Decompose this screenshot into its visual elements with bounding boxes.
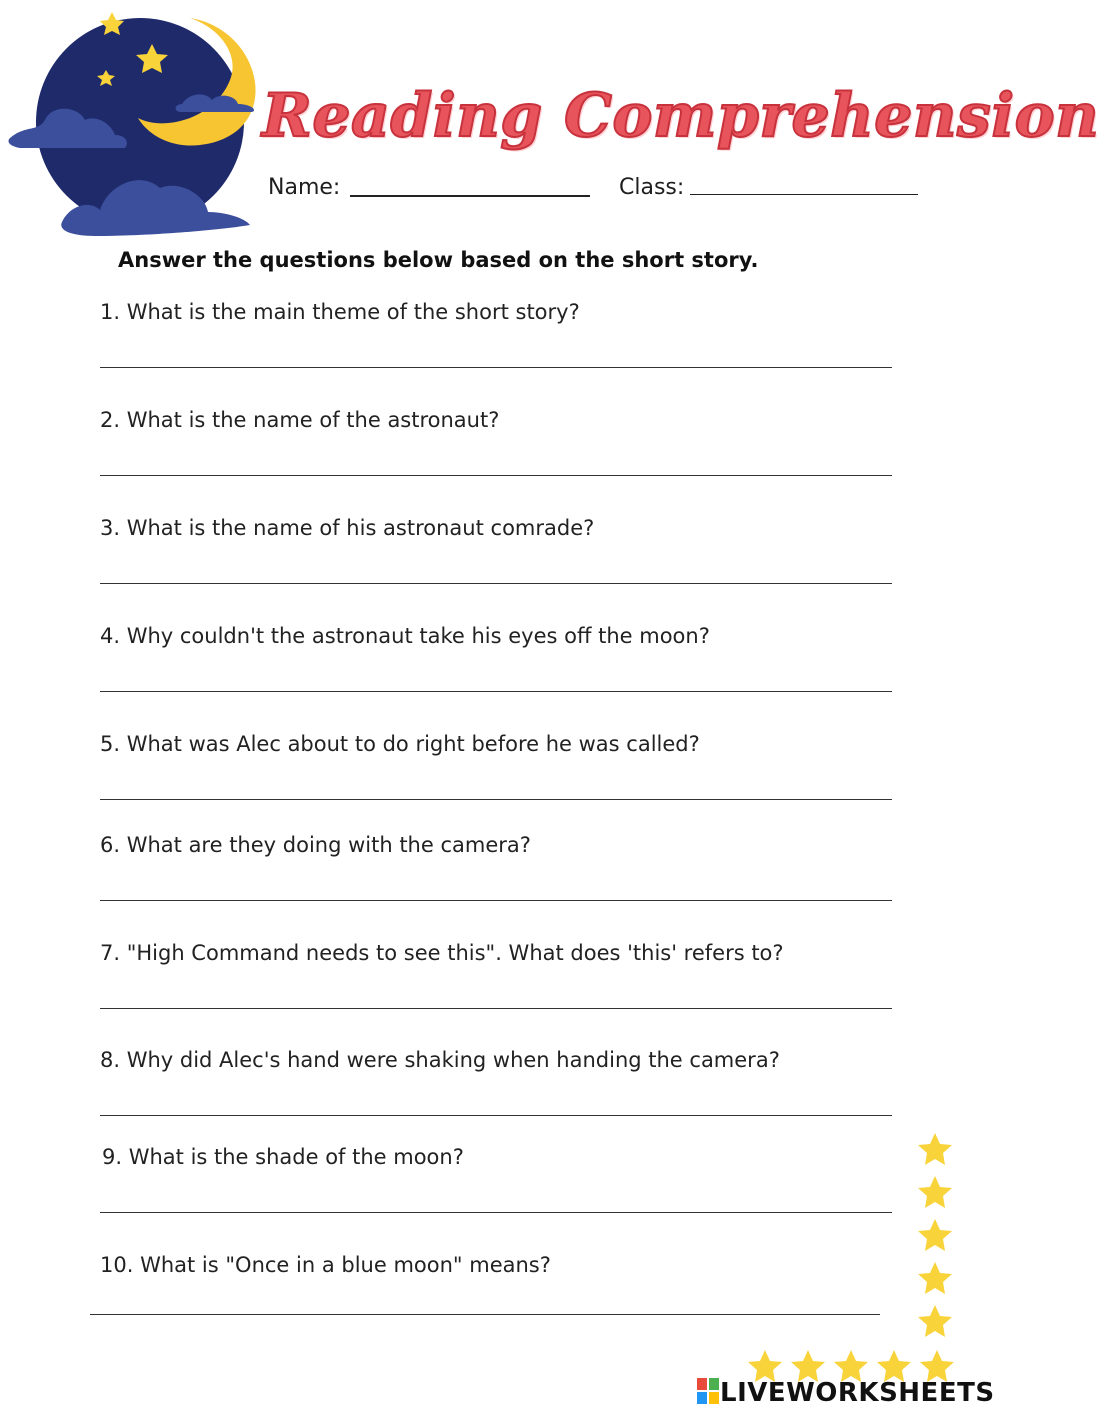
answer-field-2[interactable]	[100, 475, 892, 476]
answer-field-7[interactable]	[100, 1008, 892, 1009]
liveworksheets-mark-icon	[697, 1378, 719, 1404]
answer-field-4[interactable]	[100, 691, 892, 692]
worksheet-title: Reading Comprehension	[262, 81, 1099, 151]
star-icon	[918, 1176, 952, 1208]
answer-field-8[interactable]	[100, 1115, 892, 1116]
star-icon	[918, 1305, 952, 1337]
star-icon	[918, 1219, 952, 1251]
name-label: Name:	[268, 175, 341, 200]
answer-field-6[interactable]	[100, 900, 892, 901]
answer-field-1[interactable]	[100, 367, 892, 368]
question-9: 9. What is the shade of the moon?	[102, 1145, 464, 1169]
star-border-decoration	[740, 1125, 970, 1375]
answer-field-3[interactable]	[100, 583, 892, 584]
question-7: 7. "High Command needs to see this". What does 'this' refers to?	[100, 941, 784, 965]
question-5: 5. What was Alec about to do right before he was called?	[100, 732, 700, 756]
liveworksheets-logo	[697, 1378, 995, 1408]
class-label: Class:	[619, 175, 685, 200]
question-3: 3. What is the name of his astronaut comrade?	[100, 516, 595, 540]
question-10: 10. What is "Once in a blue moon" means?	[100, 1253, 551, 1277]
question-4: 4. Why couldn't the astronaut take his eyes off the moon?	[100, 624, 710, 648]
star-icon	[918, 1133, 952, 1165]
answer-field-5[interactable]	[100, 799, 892, 800]
question-8: 8. Why did Alec's hand were shaking when handing the camera?	[100, 1048, 780, 1072]
star-icon	[918, 1262, 952, 1294]
question-1: 1. What is the main theme of the short story?	[100, 300, 580, 324]
logo-text: LIVEWORKSHEETS	[720, 1378, 995, 1408]
question-6: 6. What are they doing with the camera?	[100, 833, 531, 857]
class-field[interactable]	[690, 194, 918, 195]
question-2: 2. What is the name of the astronaut?	[100, 408, 500, 432]
moon-illustration	[0, 0, 270, 245]
name-field[interactable]	[350, 195, 590, 197]
instructions-text: Answer the questions below based on the short story.	[118, 248, 759, 272]
